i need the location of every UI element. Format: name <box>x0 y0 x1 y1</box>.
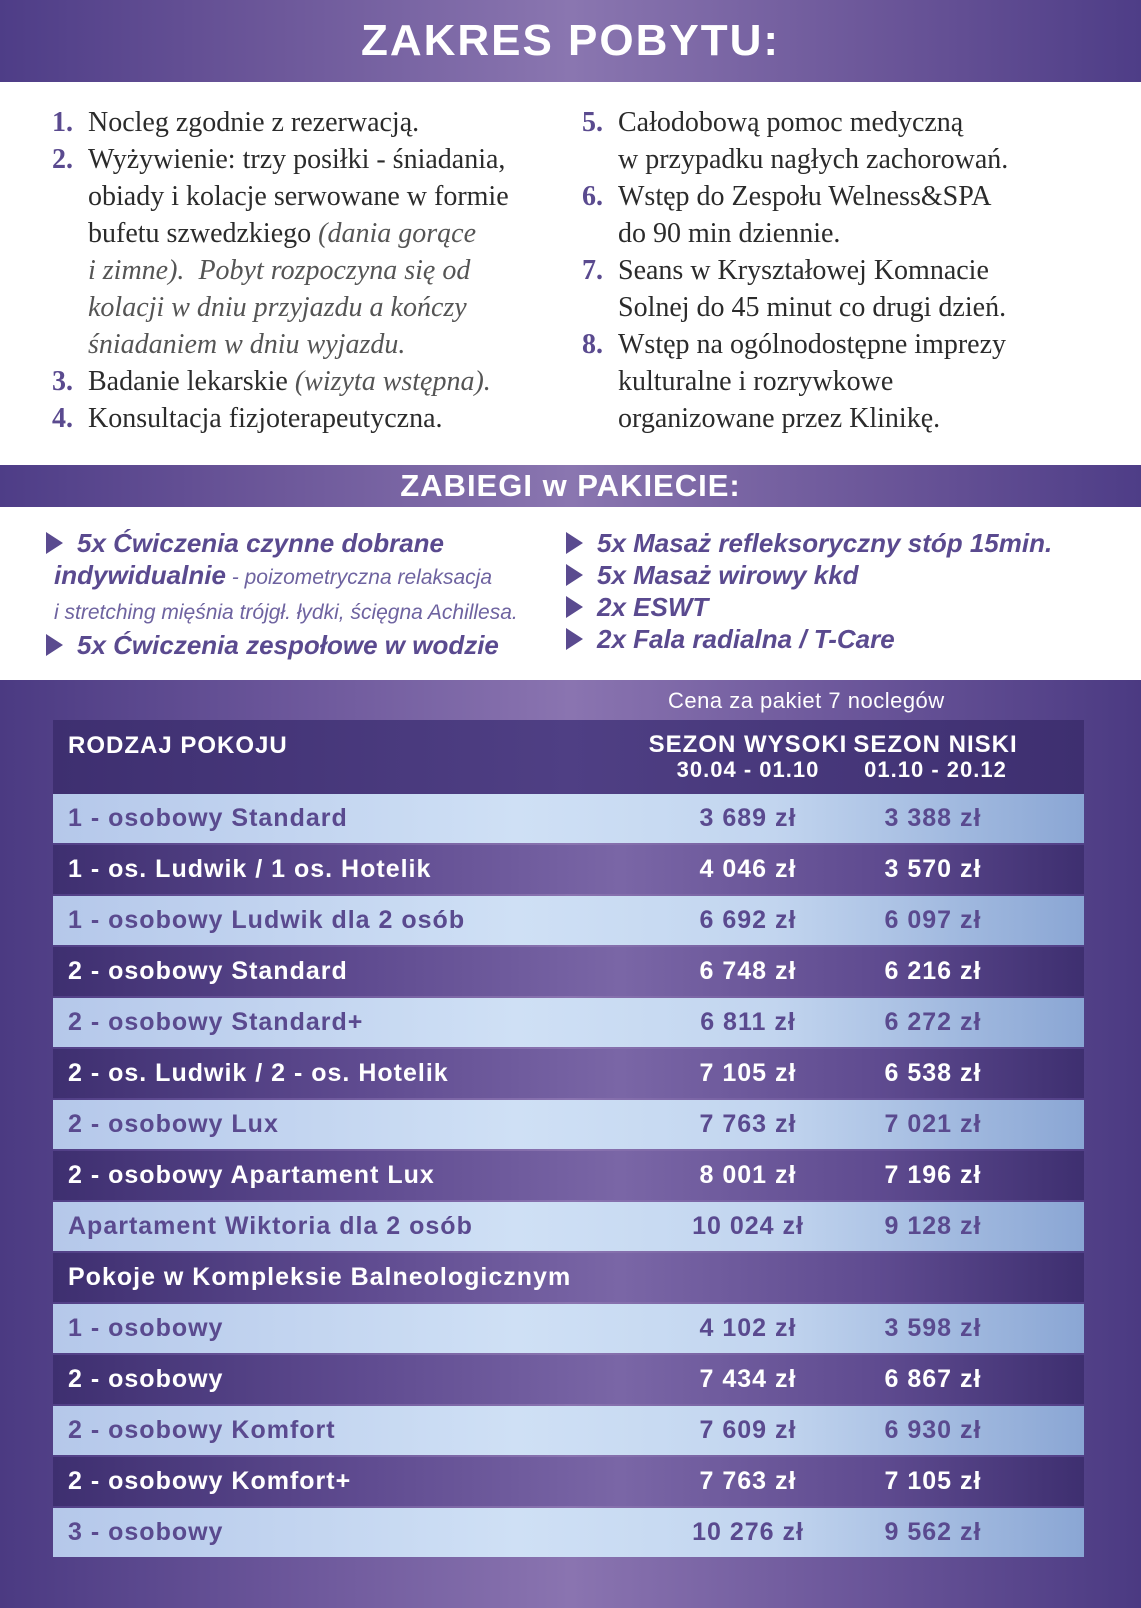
room-type-cell: 2 - osobowy Komfort+ <box>68 1467 352 1495</box>
table-row <box>53 794 1084 843</box>
room-type-cell: 2 - osobowy Apartament Lux <box>68 1161 435 1189</box>
low-season-price: 9 128 zł <box>884 1212 982 1240</box>
item-text: obiady i kolacje serwowane w formie <box>88 181 509 212</box>
table-row <box>53 1100 1084 1149</box>
table-row <box>53 947 1084 996</box>
scope-item-5 <box>582 104 1122 178</box>
item-text: Nocleg zgodnie z rezerwacją. <box>88 107 420 138</box>
room-type-cell: Pokoje w Kompleksie Balneologicznym <box>68 1263 572 1291</box>
room-type-cell: 1 - osobowy Ludwik dla 2 osób <box>68 906 466 934</box>
high-season-price: 7 763 zł <box>699 1467 797 1495</box>
item-text: bufetu szwedzkiego (dania gorące <box>88 218 476 249</box>
item-text: Solnej do 45 minut co drugi dzień. <box>618 292 1007 323</box>
scope-item-3 <box>52 363 572 400</box>
item-number: 7. <box>582 255 603 286</box>
low-season-price: 7 021 zł <box>884 1110 982 1138</box>
treatment-item-cont: indywidualnie - poizometryczna relaksacja <box>54 560 493 590</box>
high-season-price: 6 748 zł <box>699 957 797 985</box>
item-note: (wizyta wstępna). <box>294 366 491 397</box>
item-text: w przypadku nagłych zachorowań. <box>618 144 1009 175</box>
low-season-price: 6 097 zł <box>884 906 982 934</box>
treatments-column-left <box>46 527 566 661</box>
high-season-price: 7 609 zł <box>699 1416 797 1444</box>
table-row <box>53 845 1084 894</box>
item-number: 2. <box>52 144 73 175</box>
low-season-price: 7 105 zł <box>884 1467 982 1495</box>
column-header-room-type: RODZAJ POKOJU <box>68 732 288 759</box>
table-row <box>53 1049 1084 1098</box>
price-section <box>0 680 1141 1608</box>
item-number: 1. <box>52 107 73 138</box>
low-season-price: 6 216 zł <box>884 957 982 985</box>
item-text: Wyżywienie: trzy posiłki - śniadania, <box>88 144 506 175</box>
high-season-price: 4 102 zł <box>699 1314 797 1342</box>
low-season-price: 3 388 zł <box>884 804 982 832</box>
triangle-bullet-icon <box>566 564 583 586</box>
table-row <box>53 896 1084 945</box>
item-text: Całodobową pomoc medyczną <box>618 107 964 138</box>
low-season-price: 6 930 zł <box>884 1416 982 1444</box>
high-season-price: 10 276 zł <box>692 1518 804 1546</box>
high-season-price: 7 763 zł <box>699 1110 797 1138</box>
triangle-bullet-icon <box>46 634 63 656</box>
room-type-cell: 2 - osobowy Standard+ <box>68 1008 364 1036</box>
treatments-column-right <box>566 527 1136 655</box>
low-season-price: 6 867 zł <box>884 1365 982 1393</box>
scope-item-7 <box>582 252 1122 326</box>
item-text: i zimne). Pobyt rozpoczyna się od <box>88 255 471 286</box>
item-number: 4. <box>52 403 73 434</box>
item-number: 6. <box>582 181 603 212</box>
table-row <box>53 1406 1084 1455</box>
scope-item-4 <box>52 400 572 437</box>
price-note: Cena za pakiet 7 noclegów <box>668 688 945 713</box>
item-number: 5. <box>582 107 603 138</box>
table-row <box>53 1253 1084 1302</box>
table-row <box>53 1304 1084 1353</box>
item-text: kulturalne i rozrywkowe <box>618 366 894 397</box>
table-row <box>53 1202 1084 1251</box>
room-type-cell: 2 - osobowy Komfort <box>68 1416 336 1444</box>
item-note: kolacji w dniu przyjazdu a kończy <box>88 292 467 323</box>
treatment-item: 2x Fala radialna / T-Care <box>566 623 1136 655</box>
low-season-price: 6 272 zł <box>884 1008 982 1036</box>
room-type-cell: 1 - os. Ludwik / 1 os. Hotelik <box>68 855 432 883</box>
item-text: Seans w Kryształowej Komnacie <box>618 255 989 286</box>
high-season-price: 10 024 zł <box>692 1212 804 1240</box>
price-table-body <box>53 794 1084 1559</box>
treatments-title: ZABIEGI w PAKIECIE: <box>0 465 1141 507</box>
table-row <box>53 1508 1084 1557</box>
treatments-section <box>0 507 1141 680</box>
triangle-bullet-icon <box>566 628 583 650</box>
table-header <box>53 720 1084 794</box>
scope-item-8 <box>582 326 1122 437</box>
scope-column-right <box>582 104 1122 437</box>
high-season-price: 6 692 zł <box>699 906 797 934</box>
table-row <box>53 1457 1084 1506</box>
scope-item-2 <box>52 141 572 363</box>
room-type-cell: 1 - osobowy <box>68 1314 224 1342</box>
treatment-item: 5x Ćwiczenia czynne dobrane <box>46 527 566 559</box>
triangle-bullet-icon <box>566 532 583 554</box>
column-header-low-season: SEZON NISKI 01.10 - 20.12 <box>853 731 1018 782</box>
room-type-cell: 1 - osobowy Standard <box>68 804 348 832</box>
triangle-bullet-icon <box>566 596 583 618</box>
treatment-item: 2x ESWT <box>566 591 1136 623</box>
table-row <box>53 998 1084 1047</box>
treatment-item-desc: i stretching mięśnia trójgł. łydki, ścięgna Achillesa. <box>54 601 518 624</box>
high-season-price: 7 434 zł <box>699 1365 797 1393</box>
high-season-price: 8 001 zł <box>699 1161 797 1189</box>
treatment-item: 5x Masaż refleksoryczny stóp 15min. <box>566 527 1136 559</box>
scope-item-1 <box>52 104 572 141</box>
item-text: Wstęp do Zespołu Welness&SPA <box>618 181 992 212</box>
room-type-cell: 2 - osobowy Lux <box>68 1110 279 1138</box>
item-note: śniadaniem w dniu wyjazdu. <box>88 329 406 360</box>
low-season-price: 7 196 zł <box>884 1161 982 1189</box>
column-header-high-season: SEZON WYSOKI 30.04 - 01.10 <box>648 731 848 782</box>
treatment-item: 5x Ćwiczenia zespołowe w wodzie <box>46 629 566 661</box>
room-type-cell: 3 - osobowy <box>68 1518 224 1546</box>
table-row <box>53 1355 1084 1404</box>
item-text: do 90 min dziennie. <box>618 218 841 249</box>
room-type-cell: Apartament Wiktoria dla 2 osób <box>68 1212 473 1240</box>
low-season-price: 9 562 zł <box>884 1518 982 1546</box>
high-season-price: 4 046 zł <box>699 855 797 883</box>
high-season-price: 3 689 zł <box>699 804 797 832</box>
room-type-cell: 2 - os. Ludwik / 2 - os. Hotelik <box>68 1059 449 1087</box>
high-season-price: 6 811 zł <box>700 1008 796 1036</box>
scope-column-left <box>52 104 572 437</box>
item-text: Wstęp na ogólnodostępne imprezy <box>618 329 1007 360</box>
item-text: Badanie lekarskie <box>88 366 295 397</box>
treatment-item: 5x Masaż wirowy kkd <box>566 559 1136 591</box>
item-text: Konsultacja fizjoterapeutyczna. <box>88 403 443 434</box>
room-type-cell: 2 - osobowy <box>68 1365 224 1393</box>
low-season-price: 3 570 zł <box>884 855 982 883</box>
item-text: organizowane przez Klinikę. <box>618 403 941 434</box>
table-row <box>53 1151 1084 1200</box>
room-type-cell: 2 - osobowy Standard <box>68 957 348 985</box>
item-number: 8. <box>582 329 603 360</box>
high-season-price: 7 105 zł <box>699 1059 797 1087</box>
scope-title: ZAKRES POBYTU: <box>0 0 1141 82</box>
scope-section <box>0 82 1141 465</box>
low-season-price: 3 598 zł <box>884 1314 982 1342</box>
item-number: 3. <box>52 366 73 397</box>
low-season-price: 6 538 zł <box>884 1059 982 1087</box>
scope-item-6 <box>582 178 1122 252</box>
triangle-bullet-icon <box>46 532 63 554</box>
